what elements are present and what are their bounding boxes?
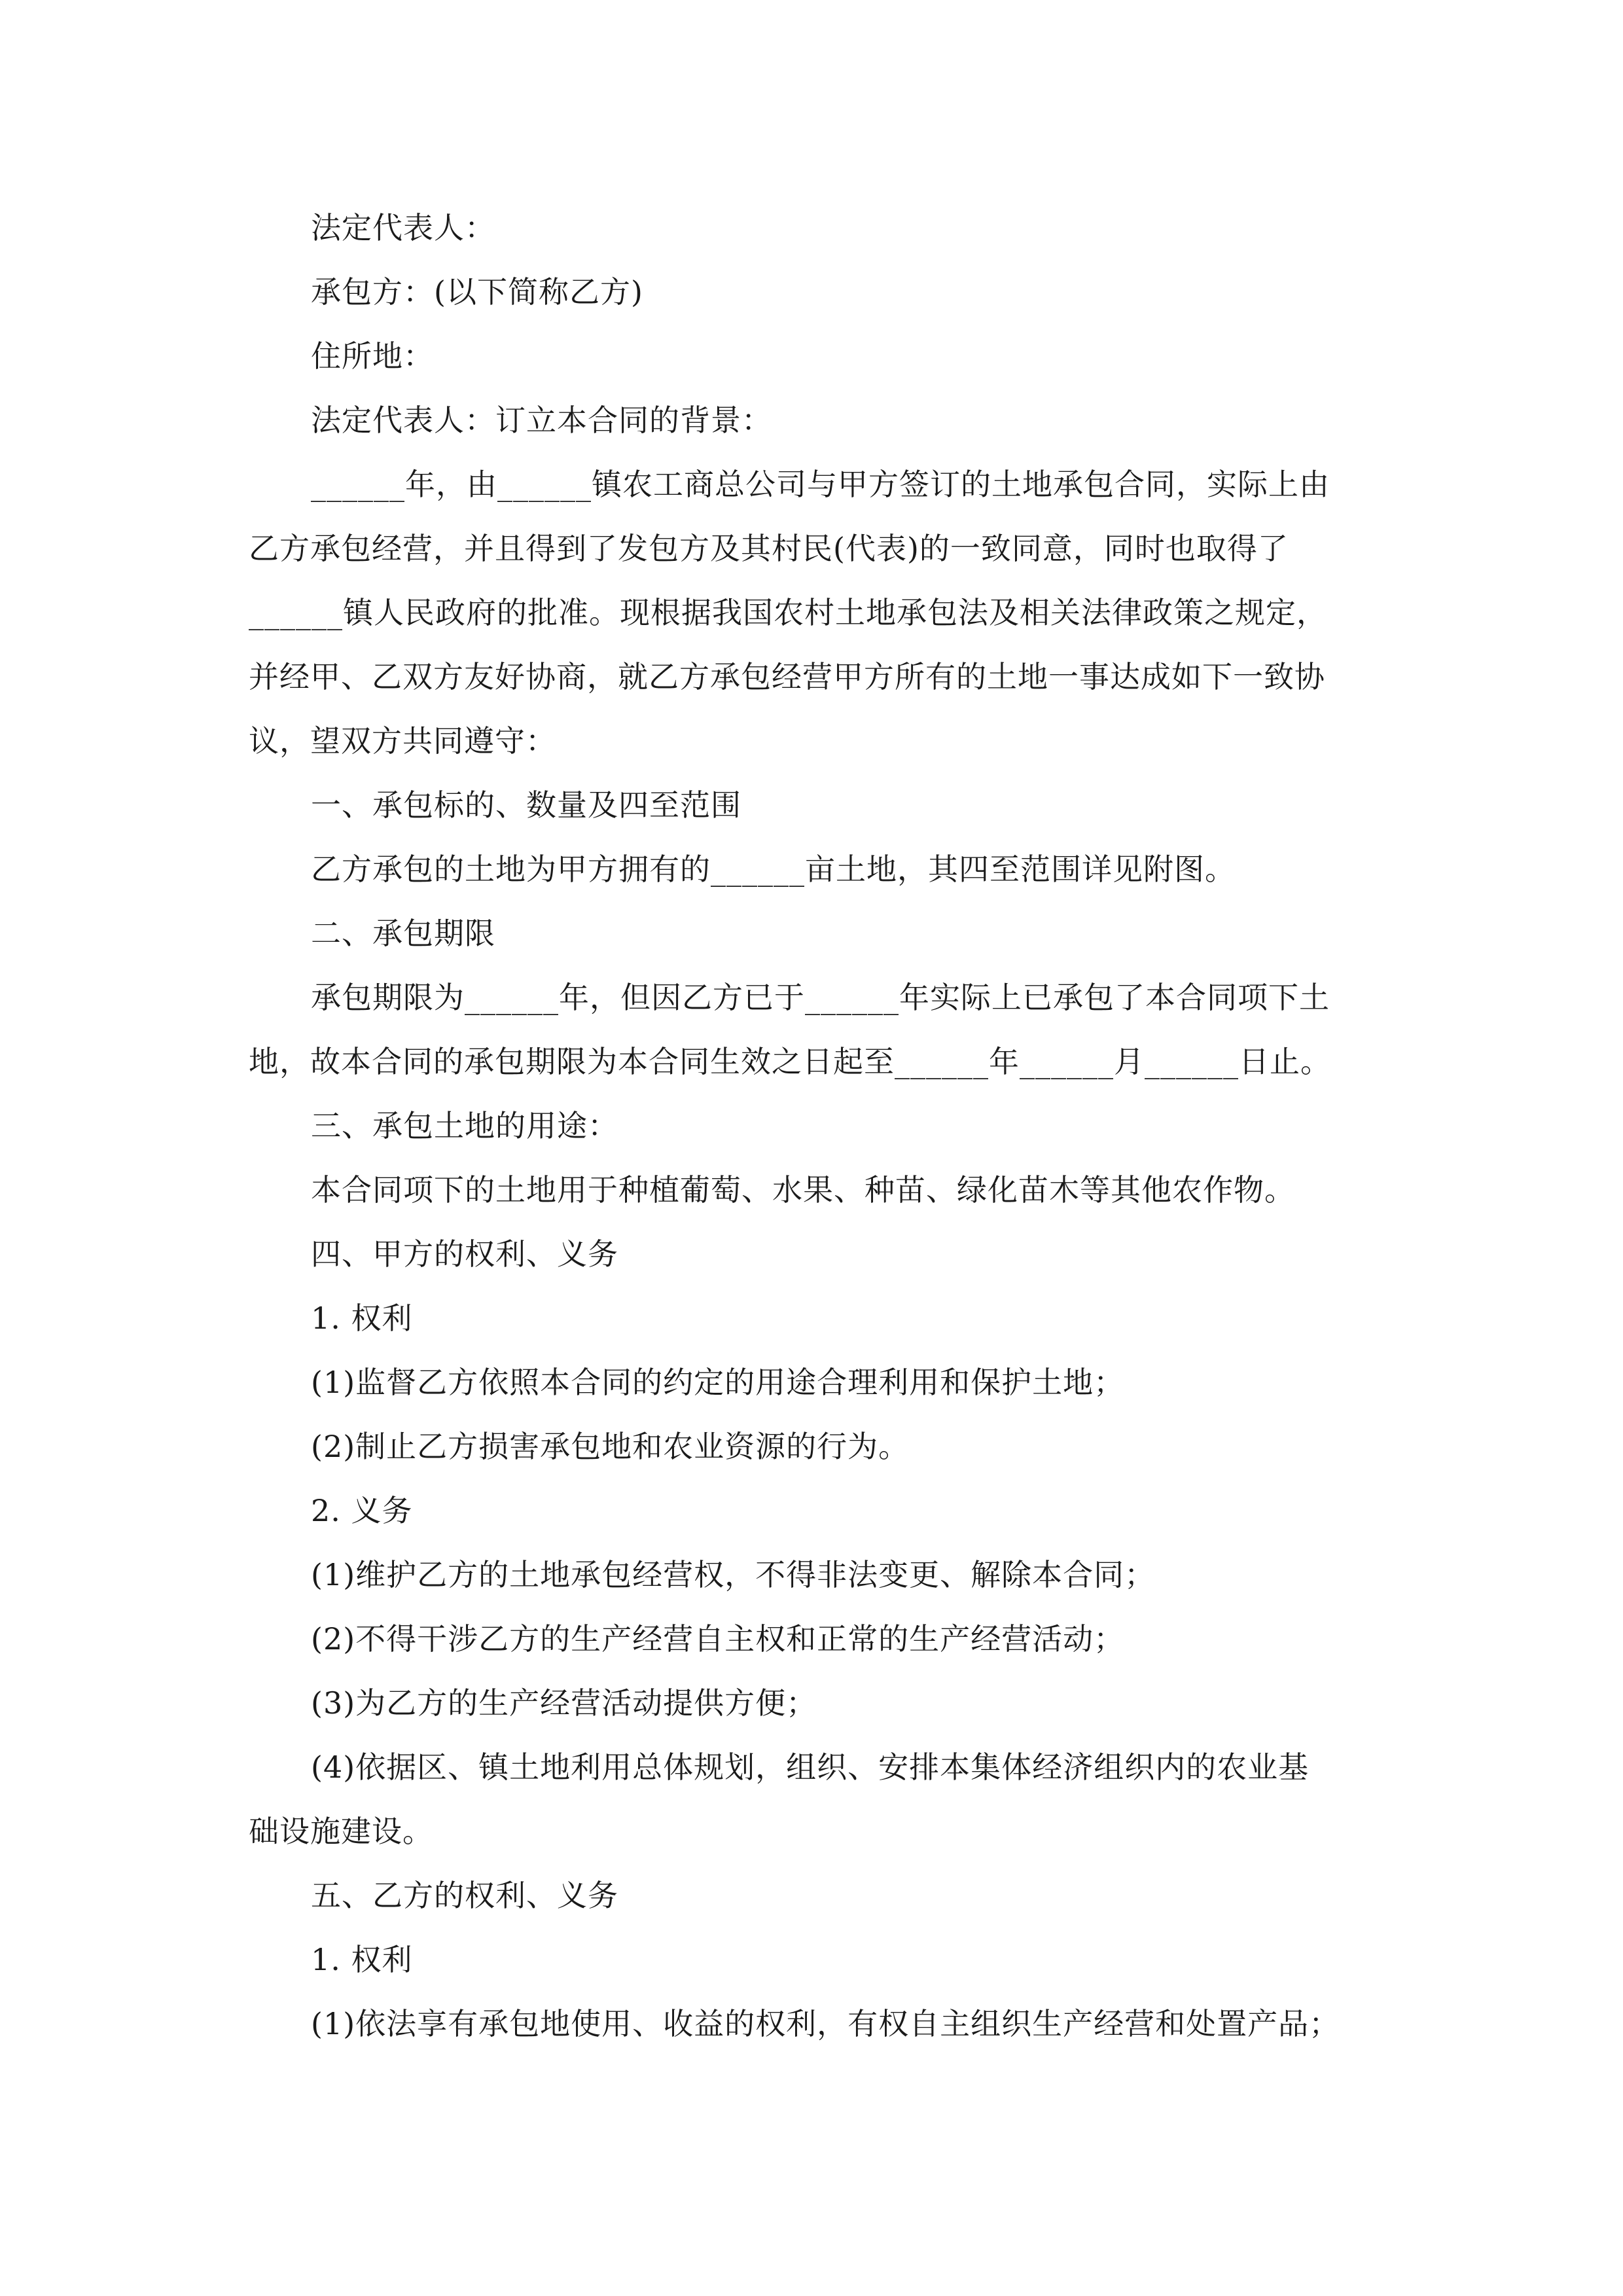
text-line: (1)维护乙方的土地承包经营权，不得非法变更、解除本合同； bbox=[311, 1557, 1156, 1592]
section-heading: 二、承包期限 bbox=[311, 916, 495, 951]
text-line: 础设施建设。 bbox=[249, 1814, 433, 1849]
subsection-heading: 1. 权利 bbox=[311, 1942, 413, 1977]
section-heading: 四、甲方的权利、义务 bbox=[311, 1236, 618, 1272]
text-line: 本合同项下的土地用于种植葡萄、水果、种苗、绿化苗木等其他农作物。 bbox=[311, 1172, 1295, 1208]
text-line: 乙方承包经营，并且得到了发包方及其村民(代表)的一致同意，同时也取得了 bbox=[249, 531, 1289, 566]
subsection-heading: 2. 义务 bbox=[311, 1493, 413, 1528]
text-line: 并经甲、乙双方友好协商，就乙方承包经营甲方所有的土地一事达成如下一致协 bbox=[249, 659, 1325, 694]
subsection-heading: 1. 权利 bbox=[311, 1300, 413, 1336]
text-line: 地，故本合同的承包期限为本合同生效之日起至______年______月______日止。 bbox=[249, 1044, 1331, 1079]
text-line: 承包期限为______年，但因乙方已于______年实际上已承包了本合同项下土 bbox=[311, 980, 1330, 1015]
text-line: 住所地： bbox=[311, 338, 434, 374]
text-line: ______年，由______镇农工商总公司与甲方签订的土地承包合同，实际上由 bbox=[311, 467, 1330, 502]
text-line: 法定代表人：订立本合同的背景： bbox=[311, 403, 772, 438]
text-line: (1)依法享有承包地使用、收益的权利，有权自主组织生产经营和处置产品； bbox=[311, 2006, 1340, 2041]
text-line: (2)制止乙方损害承包地和农业资源的行为。 bbox=[311, 1429, 910, 1464]
section-heading: 三、承包土地的用途： bbox=[311, 1108, 618, 1143]
text-line: (3)为乙方的生产经营活动提供方便； bbox=[311, 1685, 817, 1721]
text-line: (4)依据区、镇土地利用总体规划，组织、安排本集体经济组织内的农业基 bbox=[311, 1749, 1310, 1785]
text-line: (1)监督乙方依照本合同的约定的用途合理利用和保护土地； bbox=[311, 1365, 1125, 1400]
text-line: 法定代表人： bbox=[311, 210, 495, 245]
text-line: 乙方承包的土地为甲方拥有的______亩土地，其四至范围详见附图。 bbox=[311, 852, 1236, 887]
text-line: ______镇人民政府的批准。现根据我国农村土地承包法及相关法律政策之规定， bbox=[249, 595, 1327, 630]
text-line: (2)不得干涉乙方的生产经营自主权和正常的生产经营活动； bbox=[311, 1621, 1125, 1657]
text-line: 议，望双方共同遵守： bbox=[249, 723, 556, 759]
text-line: 承包方：(以下简称乙方) bbox=[311, 274, 643, 310]
section-heading: 一、承包标的、数量及四至范围 bbox=[311, 787, 741, 823]
section-heading: 五、乙方的权利、义务 bbox=[311, 1878, 618, 1913]
